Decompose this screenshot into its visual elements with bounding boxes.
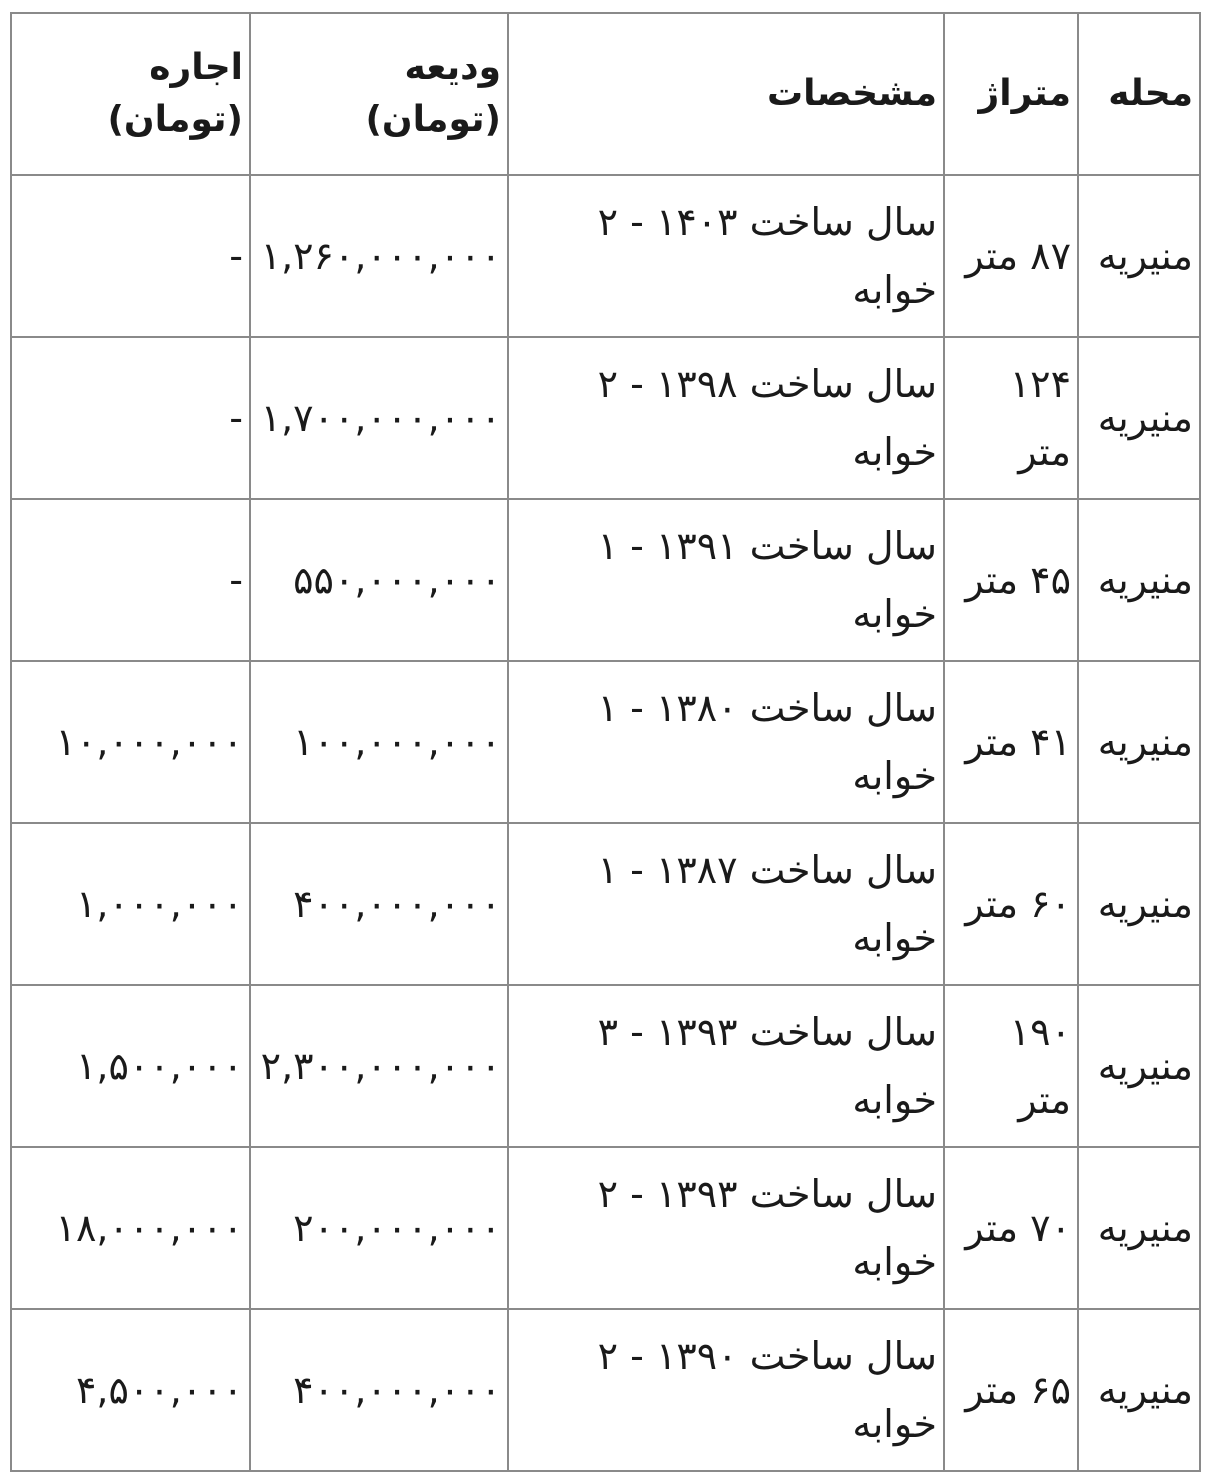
cell-size: ۱۲۴ متر [944,337,1078,499]
cell-size: ۷۰ متر [944,1147,1078,1309]
cell-size: ۴۱ متر [944,661,1078,823]
cell-size: ۸۷ متر [944,175,1078,337]
table-row [11,1147,1200,1309]
table-header-row [11,13,1200,175]
cell-area: منیریه [1078,661,1200,823]
cell-size: ۴۵ متر [944,499,1078,661]
cell-features: سال ساخت ۱۳۹۸ - ۲ خوابه [508,337,944,499]
cell-deposit: ۲,۳۰۰,۰۰۰,۰۰۰ [250,985,508,1147]
cell-rent: ۱,۰۰۰,۰۰۰ [11,823,250,985]
cell-rent: ۱,۵۰۰,۰۰۰ [11,985,250,1147]
cell-deposit: ۱,۷۰۰,۰۰۰,۰۰۰ [250,337,508,499]
cell-rent: ۴,۵۰۰,۰۰۰ [11,1309,250,1471]
cell-area: منیریه [1078,1147,1200,1309]
cell-features: سال ساخت ۱۳۹۱ - ۱ خوابه [508,499,944,661]
cell-area: منیریه [1078,985,1200,1147]
cell-area: منیریه [1078,1309,1200,1471]
header-features: مشخصات [508,13,944,175]
cell-features: سال ساخت ۱۴۰۳ - ۲ خوابه [508,175,944,337]
cell-area: منیریه [1078,337,1200,499]
table-row [11,499,1200,661]
header-area: محله [1078,13,1200,175]
table-row [11,175,1200,337]
table-row [11,337,1200,499]
rental-listings-table [10,12,1201,1472]
cell-size: ۱۹۰ متر [944,985,1078,1147]
cell-features: سال ساخت ۱۳۹۳ - ۲ خوابه [508,1147,944,1309]
table-row [11,823,1200,985]
cell-deposit: ۴۰۰,۰۰۰,۰۰۰ [250,823,508,985]
cell-deposit: ۱,۲۶۰,۰۰۰,۰۰۰ [250,175,508,337]
cell-area: منیریه [1078,499,1200,661]
listings-table-container [10,12,1199,1472]
cell-rent: - [11,175,250,337]
cell-size: ۶۵ متر [944,1309,1078,1471]
cell-deposit: ۵۵۰,۰۰۰,۰۰۰ [250,499,508,661]
cell-deposit: ۲۰۰,۰۰۰,۰۰۰ [250,1147,508,1309]
header-size: متراژ [944,13,1078,175]
cell-features: سال ساخت ۱۳۸۷ - ۱ خوابه [508,823,944,985]
cell-rent: - [11,499,250,661]
table-row [11,1309,1200,1471]
cell-deposit: ۱۰۰,۰۰۰,۰۰۰ [250,661,508,823]
cell-area: منیریه [1078,175,1200,337]
cell-area: منیریه [1078,823,1200,985]
cell-features: سال ساخت ۱۳۹۳ - ۳ خوابه [508,985,944,1147]
cell-features: سال ساخت ۱۳۸۰ - ۱ خوابه [508,661,944,823]
header-rent: اجاره (تومان) [11,13,250,175]
cell-features: سال ساخت ۱۳۹۰ - ۲ خوابه [508,1309,944,1471]
table-row [11,661,1200,823]
header-deposit: ودیعه (تومان) [250,13,508,175]
table-row [11,985,1200,1147]
cell-rent: ۱۸,۰۰۰,۰۰۰ [11,1147,250,1309]
cell-rent: - [11,337,250,499]
cell-size: ۶۰ متر [944,823,1078,985]
cell-deposit: ۴۰۰,۰۰۰,۰۰۰ [250,1309,508,1471]
cell-rent: ۱۰,۰۰۰,۰۰۰ [11,661,250,823]
